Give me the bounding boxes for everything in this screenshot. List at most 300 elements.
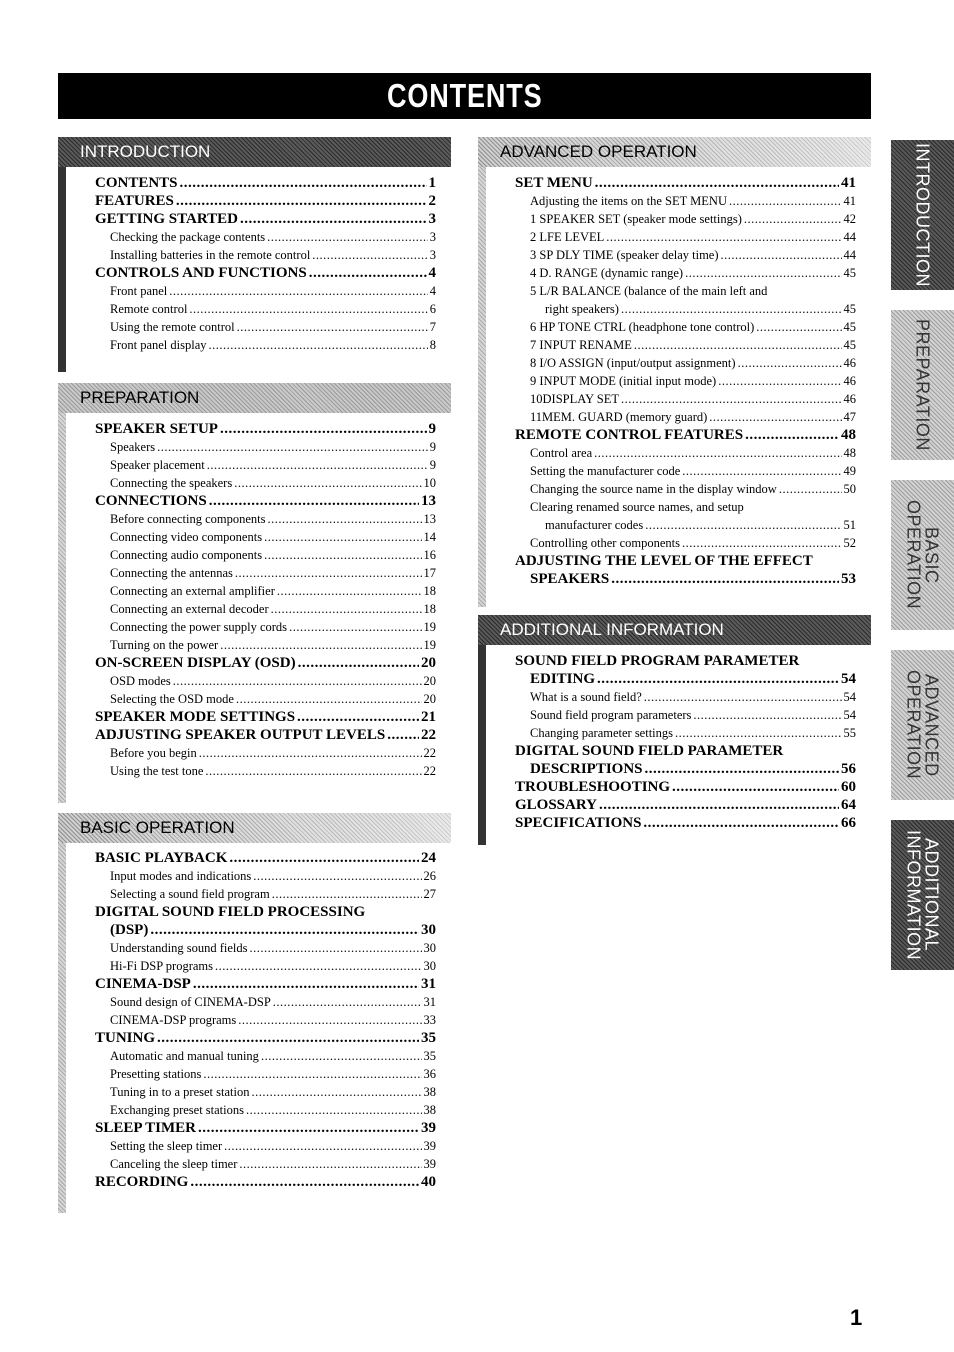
toc-entry-title: manufacturer codes: [545, 518, 644, 532]
toc-entry[interactable]: [95, 528, 436, 546]
toc-entry-title: 2 LFE LEVEL: [530, 230, 605, 244]
toc-leader-dots: [239, 1155, 421, 1173]
toc-entry[interactable]: [95, 192, 436, 210]
toc-leader-dots: [264, 546, 421, 564]
toc-entry-page: 31: [423, 995, 436, 1009]
toc-leader-dots: [675, 724, 841, 742]
toc-leader-dots: [685, 264, 841, 282]
toc-entry-title: Speakers: [110, 440, 156, 454]
toc-entry-page: 56: [841, 761, 856, 777]
toc-entry[interactable]: [95, 921, 436, 939]
toc-entry[interactable]: [95, 492, 436, 510]
toc-leader-dots: [621, 300, 842, 318]
toc-leader-dots: [190, 1173, 419, 1191]
toc-entry-title: 4 D. RANGE (dynamic range): [530, 266, 684, 280]
toc-leader-dots: [599, 796, 839, 814]
toc-entry[interactable]: [515, 192, 856, 210]
toc-entry[interactable]: [95, 264, 436, 282]
toc-leader-dots: [173, 672, 422, 690]
toc-entry[interactable]: [95, 210, 436, 228]
toc-entry-title: Setting the manufacturer code: [530, 464, 681, 478]
toc-entry[interactable]: [95, 1119, 436, 1137]
toc-entry[interactable]: [95, 690, 436, 708]
toc-entry-title: Sound design of CINEMA-DSP: [110, 995, 271, 1009]
toc-entry[interactable]: [95, 885, 436, 903]
toc-entry-page: 22: [423, 764, 436, 778]
toc-entry[interactable]: [95, 438, 436, 456]
section-header-introduction: INTRODUCTION: [58, 137, 451, 167]
toc-leader-dots: [744, 210, 842, 228]
side-tab-label: PREPARATION: [912, 319, 933, 451]
toc-leader-dots: [157, 1029, 419, 1047]
toc-leader-dots: [237, 318, 428, 336]
toc-entry-page: 20: [421, 655, 436, 671]
toc-entry-page: 22: [423, 746, 436, 760]
section-bar-introduction: [58, 167, 66, 372]
toc-entry-page: 45: [843, 338, 856, 352]
toc-leader-dots: [215, 957, 421, 975]
toc-entry-title: Canceling the sleep timer: [110, 1157, 238, 1171]
toc-entry[interactable]: DIGITAL SOUND FIELD PROCESSING: [95, 904, 366, 920]
section-header-basic-operation: BASIC OPERATION: [58, 813, 451, 843]
toc-entry-title: CINEMA-DSP: [95, 976, 191, 992]
toc-leader-dots: [693, 706, 841, 724]
toc-entry-page: 3: [429, 248, 436, 262]
toc-entry-page: 10: [423, 476, 436, 490]
toc-entry[interactable]: [95, 1047, 436, 1065]
toc-entry-title: CONTROLS AND FUNCTIONS: [95, 265, 307, 281]
toc-entry[interactable]: [95, 975, 436, 993]
toc-entry-page: 38: [423, 1085, 436, 1099]
toc-entry-title: (DSP): [110, 922, 149, 938]
toc-entry[interactable]: [515, 264, 856, 282]
toc-leader-dots: [176, 192, 427, 210]
toc-entry-page: 47: [843, 410, 856, 424]
toc-advanced-operation: [515, 174, 856, 588]
toc-leader-dots: [157, 438, 428, 456]
toc-leader-dots: [229, 849, 419, 867]
toc-entry-page: 22: [421, 727, 436, 743]
toc-entry-title: Connecting the antennas: [110, 566, 233, 580]
toc-entry-title: SLEEP TIMER: [95, 1120, 197, 1136]
toc-leader-dots: [207, 456, 428, 474]
toc-entry[interactable]: [95, 300, 436, 318]
toc-leader-dots: [611, 570, 839, 588]
side-tab-advanced-operation[interactable]: [891, 650, 954, 800]
toc-leader-dots: [709, 408, 841, 426]
toc-entry[interactable]: [95, 1083, 436, 1101]
toc-entry-page: 13: [421, 493, 436, 509]
toc-entry[interactable]: [95, 654, 436, 672]
toc-entry[interactable]: [95, 939, 436, 957]
toc-entry[interactable]: [95, 564, 436, 582]
toc-entry-title: Before connecting components: [110, 512, 266, 526]
toc-entry-page: 18: [423, 584, 436, 598]
toc-entry-title: SPECIFICATIONS: [515, 815, 642, 831]
side-tab-preparation[interactable]: [891, 310, 954, 460]
toc-entry-title: Automatic and manual tuning: [110, 1049, 259, 1063]
toc-entry-title: Hi-Fi DSP programs: [110, 959, 214, 973]
toc-entry[interactable]: [515, 760, 856, 778]
toc-entry-page: 54: [843, 708, 856, 722]
toc-additional-information: [515, 652, 856, 832]
toc-entry[interactable]: [95, 600, 436, 618]
toc-entry[interactable]: [95, 318, 436, 336]
toc-leader-dots: [277, 582, 422, 600]
toc-entry[interactable]: [95, 1101, 436, 1119]
toc-entry-title: Controlling other components: [530, 536, 680, 550]
toc-entry[interactable]: [95, 174, 436, 192]
toc-entry-page: 50: [843, 482, 856, 496]
toc-entry-title: SPEAKER SETUP: [95, 421, 218, 437]
side-tab-label: ADVANCED OPERATION: [903, 670, 942, 780]
toc-entry[interactable]: SOUND FIELD PROGRAM PARAMETER: [515, 653, 800, 669]
toc-entry[interactable]: [95, 744, 436, 762]
side-tab-label: ADDITIONAL INFORMATION: [903, 829, 942, 961]
toc-entry[interactable]: [515, 228, 856, 246]
toc-entry-title: Using the test tone: [110, 764, 204, 778]
toc-leader-dots: [169, 282, 427, 300]
toc-leader-dots: [251, 1083, 421, 1101]
toc-entry-page: 20: [423, 674, 436, 688]
toc-entry[interactable]: [515, 570, 856, 588]
toc-leader-dots: [264, 528, 421, 546]
toc-entry-title: Adjusting the items on the SET MENU: [530, 194, 727, 208]
toc-entry-title: GLOSSARY: [515, 797, 597, 813]
toc-leader-dots: [721, 246, 842, 264]
toc-entry-title: right speakers): [545, 302, 619, 316]
toc-leader-dots: [199, 744, 422, 762]
toc-entry-page: 41: [841, 175, 856, 191]
toc-entry-page: 6: [429, 302, 436, 316]
toc-entry[interactable]: [515, 354, 856, 372]
toc-entry-page: 45: [843, 302, 856, 316]
toc-entry[interactable]: [95, 282, 436, 300]
toc-leader-dots: [205, 762, 421, 780]
toc-entry-page: 27: [423, 887, 436, 901]
toc-entry[interactable]: [515, 480, 856, 498]
toc-entry-page: 9: [429, 440, 436, 454]
section-header-preparation: PREPARATION: [58, 383, 451, 413]
toc-leader-dots: [387, 726, 419, 744]
toc-entry-title: Connecting the speakers: [110, 476, 233, 490]
toc-entry-page: 21: [421, 709, 436, 725]
toc-entry-title: FEATURES: [95, 193, 174, 209]
toc-entry-page: 3: [428, 211, 436, 227]
toc-entry[interactable]: [515, 336, 856, 354]
side-tab-additional-information[interactable]: [891, 820, 954, 970]
toc-leader-dots: [253, 867, 421, 885]
toc-entry-title: 10DISPLAY SET: [530, 392, 620, 406]
side-tab-introduction[interactable]: [891, 140, 954, 290]
toc-entry-title: Before you begin: [110, 746, 197, 760]
toc-entry[interactable]: [95, 957, 436, 975]
toc-entry-title: SET MENU: [515, 175, 593, 191]
section-bar-preparation: [58, 413, 66, 803]
toc-entry-page: 46: [843, 356, 856, 370]
toc-entry-page: 2: [428, 193, 436, 209]
toc-entry[interactable]: [95, 246, 436, 264]
toc-entry[interactable]: [515, 408, 856, 426]
toc-entry-page: 42: [843, 212, 856, 226]
toc-leader-dots: [606, 228, 841, 246]
toc-entry-title: 8 I/O ASSIGN (input/output assignment): [530, 356, 736, 370]
toc-leader-dots: [271, 600, 422, 618]
toc-entry-page: 36: [423, 1067, 436, 1081]
toc-entry-title: Turning on the power: [110, 638, 219, 652]
toc-entry-page: 31: [421, 976, 436, 992]
toc-entry-title: OSD modes: [110, 674, 171, 688]
toc-entry-page: 18: [423, 602, 436, 616]
toc-entry-page: 16: [423, 548, 436, 562]
toc-entry-page: 46: [843, 374, 856, 388]
toc-entry-page: 64: [841, 797, 856, 813]
toc-leader-dots: [756, 318, 841, 336]
toc-entry-page: 44: [843, 230, 856, 244]
toc-leader-dots: [180, 174, 427, 192]
toc-entry[interactable]: [515, 426, 856, 444]
toc-entry[interactable]: [515, 318, 856, 336]
toc-entry-page: 60: [841, 779, 856, 795]
toc-entry-title: TUNING: [95, 1030, 156, 1046]
toc-entry-title: Remote control: [110, 302, 188, 316]
toc-leader-dots: [594, 444, 841, 462]
toc-entry-title: REMOTE CONTROL FEATURES: [515, 427, 744, 443]
toc-entry-title: Control area: [530, 446, 593, 460]
toc-entry-page: 33: [423, 1013, 436, 1027]
toc-entry-title: Speaker placement: [110, 458, 205, 472]
section-bar-advanced-operation: [478, 167, 486, 607]
toc-leader-dots: [738, 354, 842, 372]
toc-leader-dots: [597, 670, 839, 688]
toc-entry[interactable]: [515, 706, 856, 724]
toc-entry[interactable]: [515, 814, 856, 832]
toc-entry-title: Understanding sound fields: [110, 941, 248, 955]
toc-leader-dots: [189, 300, 427, 318]
toc-entry-page: 14: [423, 530, 436, 544]
toc-entry-title: 9 INPUT MODE (initial input mode): [530, 374, 717, 388]
toc-leader-dots: [220, 636, 421, 654]
toc-entry-title: 7 INPUT RENAME: [530, 338, 632, 352]
toc-leader-dots: [249, 939, 421, 957]
toc-entry-title: DESCRIPTIONS: [530, 761, 643, 777]
toc-entry-title: 11MEM. GUARD (memory guard): [530, 410, 708, 424]
side-tab-label: INTRODUCTION: [912, 143, 933, 287]
toc-entry[interactable]: [515, 724, 856, 742]
toc-entry[interactable]: [95, 993, 436, 1011]
toc-entry[interactable]: [95, 762, 436, 780]
toc-entry-title: Installing batteries in the remote control: [110, 248, 311, 262]
toc-leader-dots: [634, 336, 842, 354]
toc-leader-dots: [238, 1011, 421, 1029]
toc-entry[interactable]: Clearing renamed source names, and setup: [530, 500, 744, 514]
toc-entry[interactable]: [95, 546, 436, 564]
toc-entry-page: 48: [841, 427, 856, 443]
toc-entry-page: 53: [841, 571, 856, 587]
toc-entry-page: 49: [843, 464, 856, 478]
toc-entry-page: 17: [423, 566, 436, 580]
toc-entry-title: ADJUSTING SPEAKER OUTPUT LEVELS: [95, 727, 386, 743]
toc-entry[interactable]: [95, 1065, 436, 1083]
toc-entry-title: Connecting audio components: [110, 548, 263, 562]
toc-entry-page: 3: [429, 230, 436, 244]
toc-entry-title: Tuning in to a preset station: [110, 1085, 250, 1099]
toc-leader-dots: [745, 426, 839, 444]
toc-entry[interactable]: [95, 1029, 436, 1047]
toc-entry[interactable]: [95, 849, 436, 867]
toc-entry[interactable]: [515, 390, 856, 408]
toc-entry-page: 13: [423, 512, 436, 526]
section-header-advanced-operation: ADVANCED OPERATION: [478, 137, 871, 167]
toc-entry-page: 30: [423, 959, 436, 973]
toc-leader-dots: [297, 708, 419, 726]
toc-entry[interactable]: [515, 534, 856, 552]
toc-leader-dots: [595, 174, 839, 192]
toc-entry[interactable]: DIGITAL SOUND FIELD PARAMETER: [515, 743, 784, 759]
toc-leader-dots: [193, 975, 419, 993]
toc-entry[interactable]: [515, 174, 856, 192]
toc-leader-dots: [203, 1065, 421, 1083]
toc-entry[interactable]: [515, 688, 856, 706]
toc-entry-page: 4: [429, 284, 436, 298]
toc-leader-dots: [267, 228, 428, 246]
toc-entry-title: Connecting video components: [110, 530, 263, 544]
toc-entry[interactable]: 5 L/R BALANCE (balance of the main left and: [530, 284, 768, 298]
toc-entry-page: 39: [423, 1157, 436, 1171]
toc-leader-dots: [645, 760, 839, 778]
toc-entry[interactable]: [515, 516, 856, 534]
toc-entry[interactable]: [95, 672, 436, 690]
toc-entry-title: CONNECTIONS: [95, 493, 207, 509]
toc-entry[interactable]: [95, 582, 436, 600]
toc-leader-dots: [645, 516, 841, 534]
toc-entry-title: SPEAKERS: [530, 571, 610, 587]
toc-entry[interactable]: [515, 796, 856, 814]
toc-entry[interactable]: [95, 726, 436, 744]
side-tab-basic-operation[interactable]: [891, 480, 954, 630]
toc-entry-title: Sound field program parameters: [530, 708, 692, 722]
toc-entry[interactable]: [95, 228, 436, 246]
toc-entry-title: Selecting the OSD mode: [110, 692, 234, 706]
toc-entry[interactable]: [95, 708, 436, 726]
toc-leader-dots: [718, 372, 841, 390]
toc-leader-dots: [672, 778, 839, 796]
toc-entry-page: 19: [423, 620, 436, 634]
toc-entry[interactable]: [95, 1173, 436, 1191]
toc-entry-page: 35: [421, 1030, 436, 1046]
toc-entry-page: 26: [423, 869, 436, 883]
toc-entry[interactable]: [95, 1011, 436, 1029]
toc-entry-page: 45: [843, 320, 856, 334]
toc-entry-title: Connecting an external decoder: [110, 602, 269, 616]
toc-entry-title: RECORDING: [95, 1174, 189, 1190]
toc-entry[interactable]: [515, 210, 856, 228]
toc-entry[interactable]: [95, 1137, 436, 1155]
toc-leader-dots: [198, 1119, 419, 1137]
toc-entry-page: 35: [423, 1049, 436, 1063]
toc-entry[interactable]: [515, 462, 856, 480]
toc-leader-dots: [224, 1137, 421, 1155]
toc-entry-title: Selecting a sound field program: [110, 887, 270, 901]
toc-entry-page: 54: [841, 671, 856, 687]
toc-entry[interactable]: [515, 444, 856, 462]
toc-entry-page: 20: [423, 692, 436, 706]
toc-entry-page: 45: [843, 266, 856, 280]
toc-entry-page: 4: [428, 265, 436, 281]
toc-entry-page: 66: [841, 815, 856, 831]
toc-entry-title: Front panel: [110, 284, 168, 298]
toc-entry[interactable]: [95, 867, 436, 885]
toc-entry-page: 7: [429, 320, 436, 334]
toc-leader-dots: [682, 534, 842, 552]
toc-entry[interactable]: [515, 300, 856, 318]
page-title: [58, 73, 871, 119]
toc-entry-title: CONTENTS: [95, 175, 178, 191]
toc-entry[interactable]: [95, 618, 436, 636]
toc-entry[interactable]: [95, 456, 436, 474]
toc-entry[interactable]: [95, 636, 436, 654]
toc-leader-dots: [682, 462, 841, 480]
toc-entry[interactable]: ADJUSTING THE LEVEL OF THE EFFECT: [515, 553, 813, 569]
toc-entry-page: 30: [421, 922, 436, 938]
toc-leader-dots: [268, 510, 422, 528]
toc-entry-page: 1: [428, 175, 436, 191]
side-tab-label: BASIC OPERATION: [903, 500, 942, 610]
toc-entry[interactable]: [515, 778, 856, 796]
toc-entry[interactable]: [95, 474, 436, 492]
toc-leader-dots: [236, 690, 422, 708]
toc-entry-title: 1 SPEAKER SET (speaker mode settings): [530, 212, 742, 226]
section-header-additional-information: ADDITIONAL INFORMATION: [478, 615, 871, 645]
toc-leader-dots: [246, 1101, 422, 1119]
toc-entry-page: 55: [843, 726, 856, 740]
toc-entry-page: 54: [843, 690, 856, 704]
toc-entry-title: Input modes and indications: [110, 869, 252, 883]
toc-entry-title: Connecting an external amplifier: [110, 584, 275, 598]
toc-leader-dots: [309, 264, 427, 282]
toc-entry[interactable]: [95, 420, 436, 438]
toc-leader-dots: [621, 390, 841, 408]
toc-entry-title: Changing the source name in the display window: [530, 482, 777, 496]
section-bar-basic-operation: [58, 843, 66, 1213]
toc-entry[interactable]: [515, 372, 856, 390]
toc-entry-title: What is a sound field?: [530, 690, 642, 704]
toc-entry-page: 44: [843, 248, 856, 262]
toc-entry-page: 39: [423, 1139, 436, 1153]
toc-entry[interactable]: [95, 1155, 436, 1173]
toc-entry-title: Using the remote control: [110, 320, 235, 334]
toc-entry-page: 9: [429, 458, 436, 472]
toc-entry-page: 8: [429, 338, 436, 352]
toc-entry-title: EDITING: [530, 671, 596, 687]
toc-entry[interactable]: [515, 670, 856, 688]
toc-entry-title: 3 SP DLY TIME (speaker delay time): [530, 248, 719, 262]
toc-entry-title: Setting the sleep timer: [110, 1139, 223, 1153]
toc-entry-title: Changing parameter settings: [530, 726, 674, 740]
toc-leader-dots: [298, 654, 419, 672]
toc-entry[interactable]: [95, 336, 436, 354]
toc-entry-title: Exchanging preset stations: [110, 1103, 244, 1117]
toc-entry-page: 19: [423, 638, 436, 652]
toc-entry-title: ON-SCREEN DISPLAY (OSD): [95, 655, 296, 671]
toc-leader-dots: [643, 814, 839, 832]
toc-basic-operation: [95, 849, 436, 1191]
toc-entry[interactable]: [515, 246, 856, 264]
toc-entry[interactable]: [95, 510, 436, 528]
toc-leader-dots: [235, 564, 422, 582]
toc-leader-dots: [779, 480, 842, 498]
toc-leader-dots: [209, 492, 419, 510]
